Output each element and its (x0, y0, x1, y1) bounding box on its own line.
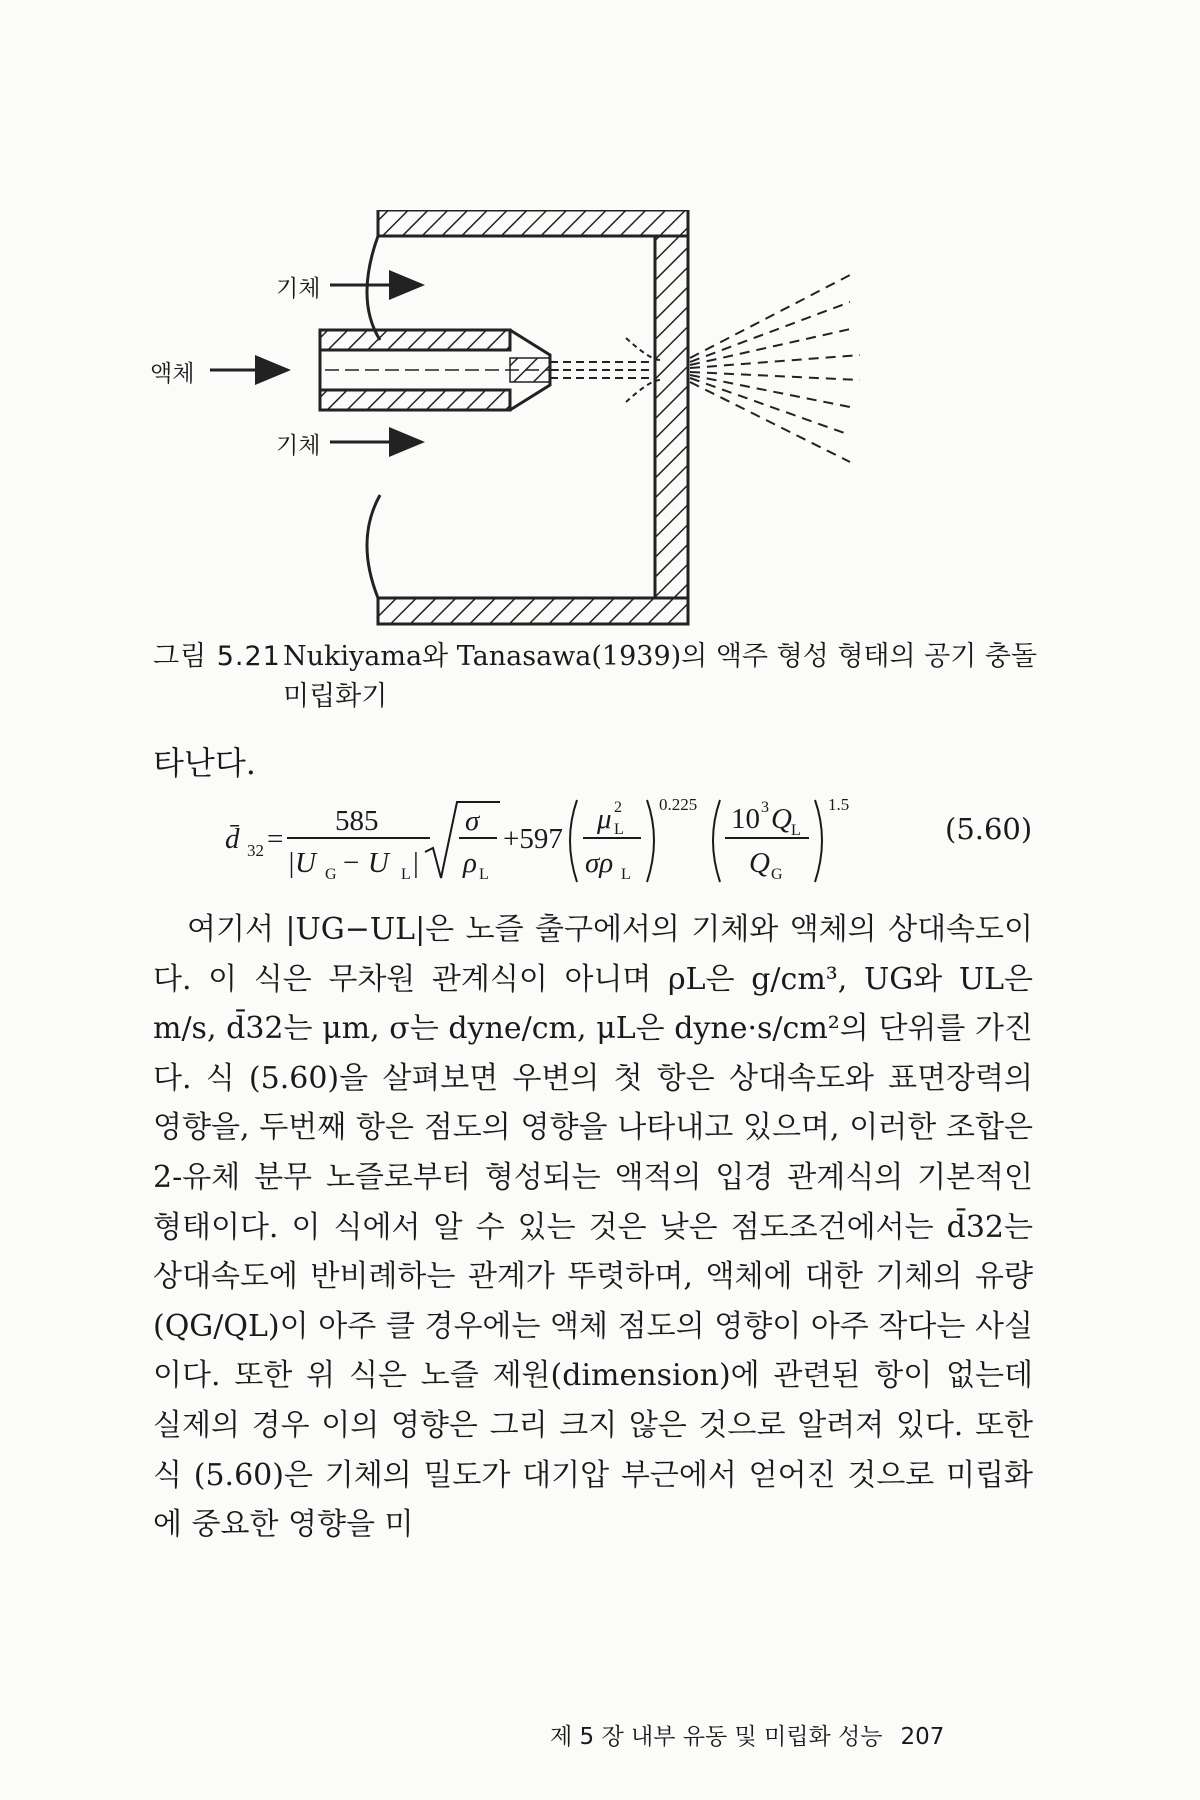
eq-frac2-num-sup: 2 (614, 799, 622, 816)
chapter-title: 제 5 장 내부 유동 및 미립화 성능 (550, 1724, 883, 1750)
flow-arrows (210, 285, 422, 442)
gas-label-bottom: 기체 (276, 433, 321, 459)
atomizer-figure (150, 210, 1000, 630)
eq-coef1: 585 (335, 805, 379, 837)
eq-denom1-sub-l: L (401, 866, 411, 883)
eq-frac3-num-sub: L (791, 822, 801, 839)
gas-label-top: 기체 (276, 276, 321, 302)
eq-sqrt-den-sub: L (479, 866, 489, 883)
figure-caption (153, 637, 1053, 717)
eq-denom1-minus: − U (341, 847, 389, 879)
eq-denom1-sub-g: G (325, 866, 337, 883)
page-number: 207 (900, 1724, 945, 1750)
eq-frac3-num: 10 (731, 803, 760, 835)
eq-frac2-num: μ (597, 803, 612, 835)
eq-frac3-den: Q (749, 847, 770, 879)
body-paragraph: 여기서 |UG−UL|은 노즐 출구에서의 기체와 액체의 상대속도이다. 이 식은 무차원 관계식이 아니며 ρL은 g/cm³, UG와 UL은 m/s, d̄32는 μm, σ는 dyne/cm, μL은 dyne·s/cm²의 단위를 가진다. 식 (5.60)을 살펴보면 우변의 첫 항은 상대속도와 표면장력의 영향을, 두번째 항은 점도의 영향을 나타내고 있으며, 이러한 조합은 2-유체 분무 노즐로부터 형성되는 액적의 입경 관계식의 기본적인 형태이다. 이 식에서 알 수 있는 것은 낮은 점도조건에서는 d̄32는 상대속도에 반비례하는 관계가 뚜렷하며, 액체에 대한 기체의 유량(QG/QL)이 아주 클 경우에는 액체 점도의 영향이 아주 작다는 사실이다. 또한 위 식은 노즐 제원(dimension)에 관련된 항이 없는데 실제의 경우 이의 영향은 그리 크지 않은 것으로 알려져 있다. 또한 식 (5.60)은 기체의 밀도가 대기압 부근에서 얻어진 것으로 미립화에 중요한 영향을 미 (153, 912, 1033, 1543)
page-footer (550, 1718, 944, 1751)
eq-exp1: 0.225 (659, 795, 698, 814)
eq-frac3-num-sup: 3 (761, 799, 769, 816)
eq-frac3-den-sub: G (771, 866, 783, 883)
svg-text:=: = (267, 823, 284, 855)
eq-sqrt-num: σ (465, 805, 480, 837)
eq-plus: +597 (503, 823, 563, 855)
body-text (153, 905, 1033, 1550)
equation-5-60 (225, 790, 1065, 890)
eq-lhs-sub: 32 (247, 841, 264, 860)
liquid-tube (320, 330, 570, 410)
eq-sqrt-den: ρ (463, 847, 477, 879)
caption-line-1: Nukiyama와 Tanasawa(1939)의 액주 형성 형태의 공기 충돌 (283, 641, 1038, 672)
lead-text: 타난다. (153, 744, 256, 782)
caption-line-2: 미립화기 (283, 681, 388, 712)
liquid-jet (550, 362, 655, 378)
eq-frac2-den-sub: L (621, 866, 631, 883)
eq-denom1-close: | (413, 847, 419, 879)
equation-number: (5.60) (945, 812, 1033, 846)
eq-denom1: |U (287, 847, 316, 879)
housing (367, 210, 688, 624)
liquid-label: 액체 (150, 361, 195, 387)
eq-frac2-den: σρ (585, 847, 614, 879)
eq-exp2: 1.5 (828, 795, 850, 814)
eq-lhs: d̄ (225, 823, 240, 855)
eq-frac2-num-sub: L (614, 821, 624, 838)
eq-frac3-num-q: Q (771, 803, 792, 835)
figure-number: 그림 5.21 (153, 641, 281, 672)
